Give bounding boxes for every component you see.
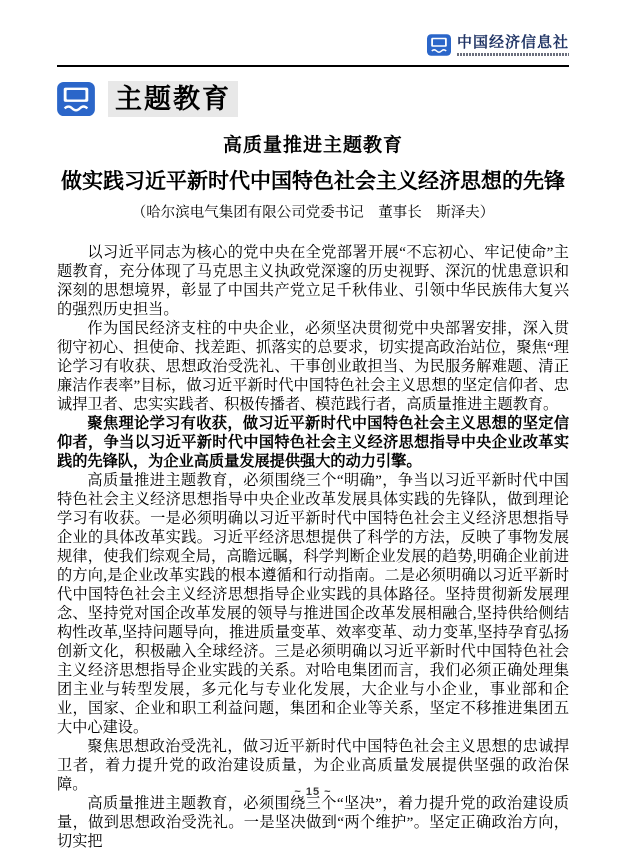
paragraph: 以习近平同志为核心的党中央在全党部署开展“不忘初心、牢记使命”主题教育，充分体现了马克思主义执政党深邃的历史视野、深沉的忧患意识和深刻的思想境界，彰显了中国共产党立足千秋伟业、引领中华民族伟大复兴的强烈历史担当。 <box>57 244 569 318</box>
paragraph-emphasis: 聚焦理论学习有收获，做习近平新时代中国特色社会主义思想的坚定信仰者，争当以习近平新时代中国特色社会主义经济思想指导中央企业改革实践的先锋队，为企业高质量发展提供强大的动力引擎。 <box>57 415 569 470</box>
paragraph: 作为国民经济支柱的中央企业，必须坚决贯彻党中央部署安排，深入贯彻守初心、担使命、找差距、抓落实的总要求，切实提高政治站位，聚焦“理论学习有收获、思想政治受洗礼、干事创业敢担当、为民服务解难题、清正廉洁作表率”目标，做习近平新时代中国特色社会主义思想的坚定信仰者、忠诚捍卫者、忠实实践者、积极传播者、模范践行者，高质量推进主题教育。 <box>57 320 569 413</box>
section-badge-icon <box>57 82 95 116</box>
page-number: ~ 15 ~ <box>294 786 332 798</box>
section-badge <box>57 79 569 119</box>
publisher-brand <box>427 34 569 56</box>
paragraph: 高质量推进主题教育，必须围绕三个“坚决”，着力提升党的政治建设质量，做到思想政治受洗礼。一是坚决做到“两个维护”。坚定正确政治方向，切实把 <box>57 795 569 850</box>
article-title: 高质量推进主题教育 <box>222 135 403 156</box>
article-byline: （哈尔滨电气集团有限公司党委书记 董事长 斯泽夫） <box>131 205 495 221</box>
paragraph: 聚焦思想政治受洗礼，做习近平新时代中国特色社会主义思想的忠诚捍卫者，着力提升党的政治建设质量，为企业高质量发展提供坚强的政治保障。 <box>57 738 569 793</box>
article-subtitle: 做实践习近平新时代中国特色社会主义经济思想的先锋 <box>61 170 565 193</box>
publisher-brand-text <box>457 34 569 56</box>
paragraph: 高质量推进主题教育，必须围绕三个“明确”，争当以习近平新时代中国特色社会主义经济思想指导中央企业改革发展具体实践的先锋队，做到理论学习有收获。一是必须明确以习近平新时代中国特色社会主义经济思想指导企业的具体改革实践。习近平经济思想提供了科学的方法，反映了事物发展规律，使我们综观全局，高瞻远瞩，科学判断企业发展的趋势,明确企业前进的方向,是企业改革实践的根本遵循和行动指南。二是必须明确以习近平新时代中国特色社会主义经济思想指导企业实践的具体路径。坚持贯彻新发展理念、坚持党对国企改革发展的领导与推进国企改革发展相融合,坚持供给侧结构性改革,坚持问题导向，推进质量变革、效率变革、动力变革,坚持孕育弘扬创新文化，积极融入全球经济。三是必须明确以习近平新时代中国特色社会主义经济思想指导企业实践的关系。对哈电集团而言，我们必须正确处理集团主业与转型发展，多元化与专业化发展，大企业与小企业，事业部和企业，国家、企业和职工利益问题，集团和企业等关系，坚定不移推进集团五大中心建设。 <box>57 472 569 736</box>
section-badge-label: 主题教育 <box>108 81 238 117</box>
header-divider <box>57 65 569 67</box>
publisher-name: 中国经济信息社 <box>456 34 569 51</box>
publisher-logo-icon <box>427 34 451 56</box>
page-header <box>57 28 569 62</box>
article-body <box>57 243 569 851</box>
publisher-tagline-bar <box>457 53 569 56</box>
